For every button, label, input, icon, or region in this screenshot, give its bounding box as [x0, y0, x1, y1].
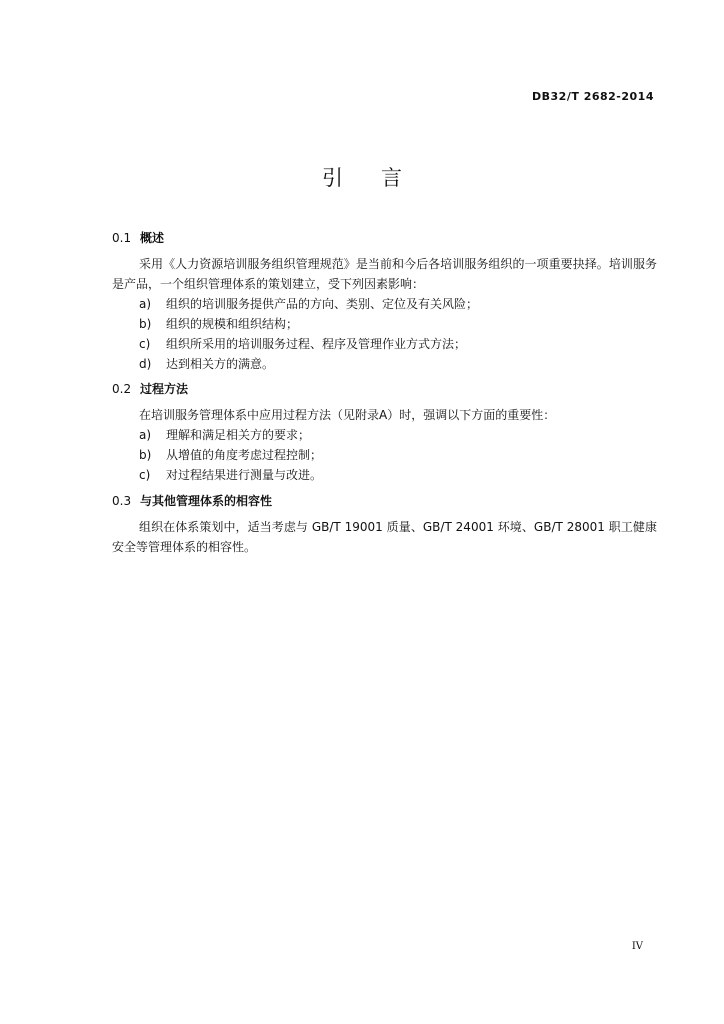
- list-item-text: 组织所采用的培训服务过程、程序及管理作业方式方法；: [166, 337, 467, 351]
- list-item: [139, 425, 657, 445]
- list-marker: d): [139, 357, 152, 371]
- list-item: [139, 465, 657, 485]
- section-number: 0.3: [112, 494, 132, 508]
- list-item: [139, 445, 657, 465]
- list-item-text: 达到相关方的满意。: [166, 357, 275, 371]
- section-0-3: [112, 492, 657, 557]
- list-marker: b): [139, 317, 152, 331]
- list-marker: c): [139, 468, 151, 482]
- standard-code: DB32/T 2682-2014: [532, 90, 654, 103]
- list-item: [139, 334, 657, 354]
- section-title: 过程方法: [140, 382, 189, 396]
- section-0-2: [112, 380, 657, 485]
- list-item-text: 组织的规模和组织结构；: [166, 317, 299, 331]
- list-item: [139, 354, 657, 374]
- list-item: [139, 294, 657, 314]
- list-item-text: 组织的培训服务提供产品的方向、类别、定位及有关风险；: [166, 297, 479, 311]
- section-heading: [112, 380, 657, 398]
- section-heading: [112, 229, 657, 247]
- list-item-text: 从增值的角度考虑过程控制；: [166, 448, 323, 462]
- list-item-text: 对过程结果进行测量与改进。: [166, 468, 323, 482]
- list-item-text: 理解和满足相关方的要求；: [166, 428, 311, 442]
- list-item: [139, 314, 657, 334]
- page-number: IV: [631, 941, 643, 952]
- section-title: 概述: [140, 231, 165, 245]
- section-number: 0.2: [112, 382, 132, 396]
- section-paragraph: 采用《人力资源培训服务组织管理规范》是当前和今后各培训服务组织的一项重要抉择。培训服务是产品，一个组织管理体系的策划建立，受下列因素影响：: [112, 257, 657, 291]
- section-heading: [112, 492, 657, 510]
- section-paragraph: 在培训服务管理体系中应用过程方法（见附录A）时，强调以下方面的重要性：: [139, 408, 556, 422]
- section-title: 与其他管理体系的相容性: [140, 494, 273, 508]
- page-title: 引言: [322, 166, 440, 190]
- section-paragraph: 组织在体系策划中，适当考虑与 GB/T 19001 质量、GB/T 24001 环境、GB/T 28001 职工健康安全等管理体系的相容性。: [112, 520, 657, 554]
- list-marker: c): [139, 337, 151, 351]
- list-marker: b): [139, 448, 152, 462]
- section-number: 0.1: [112, 231, 132, 245]
- section-0-1: [112, 229, 657, 374]
- list-marker: a): [139, 428, 152, 442]
- list-marker: a): [139, 297, 152, 311]
